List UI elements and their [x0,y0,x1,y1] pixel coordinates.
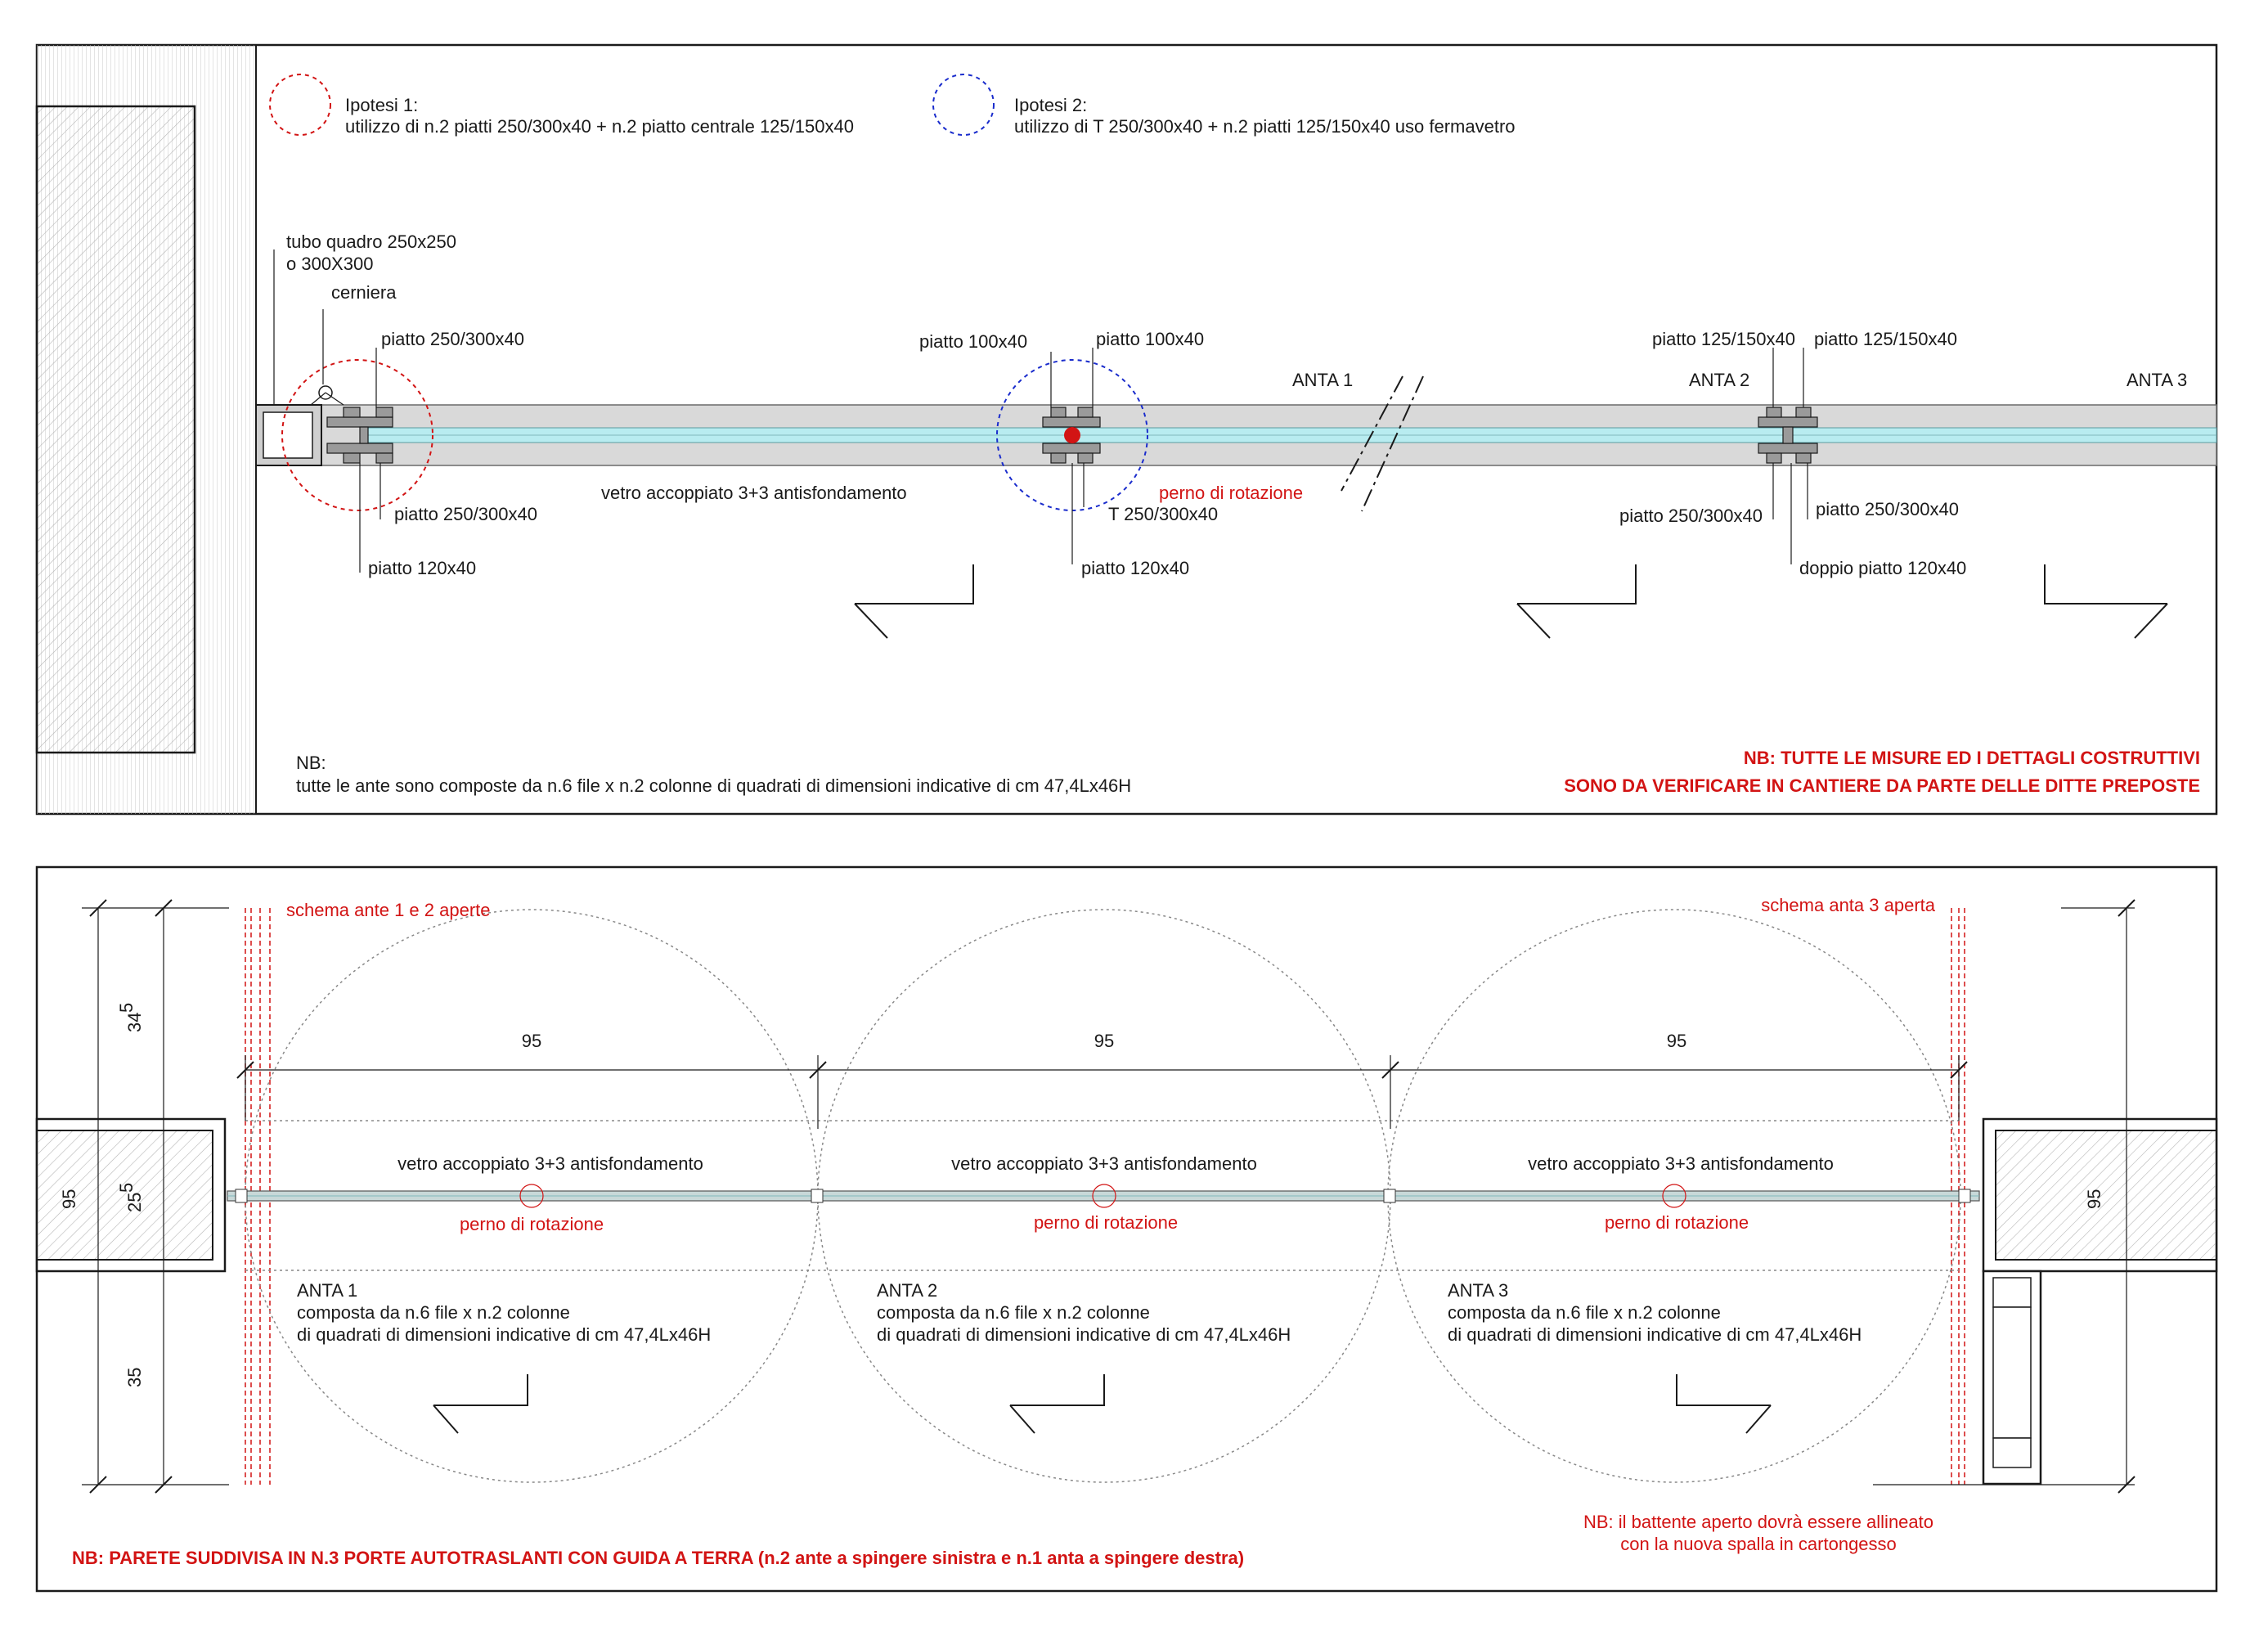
panel-1-title: ANTA 1 [297,1280,358,1301]
label-cerniera: cerniera [331,282,397,303]
hyp2-title: Ipotesi 2: [1014,95,1088,115]
svg-text:25: 25 [124,1192,145,1212]
panel-3-title: ANTA 3 [1448,1280,1509,1301]
label-perno-top: perno di rotazione [1159,483,1304,503]
panel-2-line1: composta da n.6 file x n.2 colonne [877,1302,1150,1323]
panel-2-perno: perno di rotazione [1033,1212,1179,1233]
label-piatto-125-left: piatto 125/150x40 [1652,329,1795,349]
label-piatto-250-bottom: piatto 250/300x40 [394,504,537,524]
panel-1-vetro: vetro accoppiato 3+3 antisfondamento [397,1153,703,1174]
panel-1 [297,1153,711,1345]
section-markers-bottom [433,1374,1771,1433]
panel-3-line2: di quadrati di dimensioni indicative di cm 47,4Lx46H [1448,1324,1862,1345]
nb-red-line-1: NB: TUTTE LE MISURE ED I DETTAGLI COSTRUTTIVI [1743,748,2200,768]
dim-w3: 95 [1666,1031,1687,1051]
wall-hatch [37,106,195,753]
label-piatto-250-top: piatto 250/300x40 [381,329,524,349]
panel-3-line1: composta da n.6 file x n.2 colonne [1448,1302,1721,1323]
label-t-250: T 250/300x40 [1108,504,1219,524]
nb-red-line-2: SONO DA VERIFICARE IN CANTIERE DA PARTE DELLE DITTE PREPOSTE [1564,775,2200,796]
label-piatto-120-mid: piatto 120x40 [1081,558,1190,578]
right-wall-hatch [1996,1130,2216,1260]
svg-text:34: 34 [124,1012,145,1032]
schema-right: schema anta 3 aperta [1761,895,1935,915]
svg-text:5: 5 [116,1182,137,1193]
label-anta1-top: ANTA 1 [1292,370,1354,390]
dim-h-top [116,1003,145,1032]
svg-text:95: 95 [59,1189,79,1209]
hyp1-circle-icon [270,74,330,135]
dim-h-bot [124,1368,145,1387]
panel-2-title: ANTA 2 [877,1280,938,1301]
schema-left: schema ante 1 e 2 aperte [286,900,491,920]
tube-square-inner [263,412,312,458]
dim-w1: 95 [521,1031,542,1051]
panel-2 [877,1153,1291,1345]
panel-3-perno: perno di rotazione [1604,1212,1749,1233]
label-piatto-250-r-right: piatto 250/300x40 [1816,499,1959,519]
panel-1-line2: di quadrati di dimensioni indicative di cm 47,4Lx46H [297,1324,712,1345]
label-anta2-top: ANTA 2 [1689,370,1750,390]
panel-3-vetro: vetro accoppiato 3+3 antisfondamento [1528,1153,1834,1174]
label-piatto-100-right: piatto 100x40 [1096,329,1205,349]
panel-1-perno: perno di rotazione [459,1214,604,1234]
label-anta3-top: ANTA 3 [2127,370,2188,390]
label-vetro-top: vetro accoppiato 3+3 antisfondamento [601,483,907,503]
nb-right-2: con la nuova spalla in cartongesso [1620,1534,1897,1554]
panel-1-line1: composta da n.6 file x n.2 colonne [297,1302,570,1323]
svg-text:95: 95 [2084,1189,2104,1209]
dim-h-right [2084,1189,2104,1209]
top-section-plan-detail [37,45,2216,814]
hyp1-title: Ipotesi 1: [345,95,419,115]
dim-w2: 95 [1094,1031,1115,1051]
nb-main: NB: PARETE SUDDIVISA IN N.3 PORTE AUTOTRASLANTI CON GUIDA A TERRA (n.2 ante a spingere sinistra e n.1 anta a spingere destra) [72,1548,1245,1568]
svg-text:5: 5 [116,1002,137,1013]
label-tubo-2: o 300X300 [286,254,374,274]
dim-h-mid [59,1189,79,1209]
svg-text:35: 35 [124,1367,145,1387]
panel-2-vetro: vetro accoppiato 3+3 antisfondamento [951,1153,1257,1174]
nb-right-1: NB: il battente aperto dovrà essere allineato [1583,1512,1934,1532]
panel-2-line2: di quadrati di dimensioni indicative di cm 47,4Lx46H [877,1324,1291,1345]
label-doppio: doppio piatto 120x40 [1799,558,1967,578]
pivot-dot [1064,427,1080,443]
nb-title: NB: [296,753,326,773]
panel-3 [1448,1153,1862,1345]
nb-text: tutte le ante sono composte da n.6 file x n.2 colonne di quadrati di dimensioni indicative di cm 47,4Lx46H [296,775,1132,796]
bottom-section-plan [37,867,2216,1591]
hyp2-text: utilizzo di T 250/300x40 + n.2 piatti 125/150x40 uso fermavetro [1014,116,1516,137]
label-tubo-1: tubo quadro 250x250 [286,231,456,252]
hyp1-text: utilizzo di n.2 piatti 250/300x40 + n.2 piatto centrale 125/150x40 [345,116,854,137]
label-piatto-125-right: piatto 125/150x40 [1814,329,1957,349]
section-markers-top [855,564,2167,638]
label-piatto-120: piatto 120x40 [368,558,477,578]
label-piatto-100-left: piatto 100x40 [919,331,1028,352]
label-piatto-250-r-left: piatto 250/300x40 [1619,506,1763,526]
hyp2-circle-icon [933,74,994,135]
